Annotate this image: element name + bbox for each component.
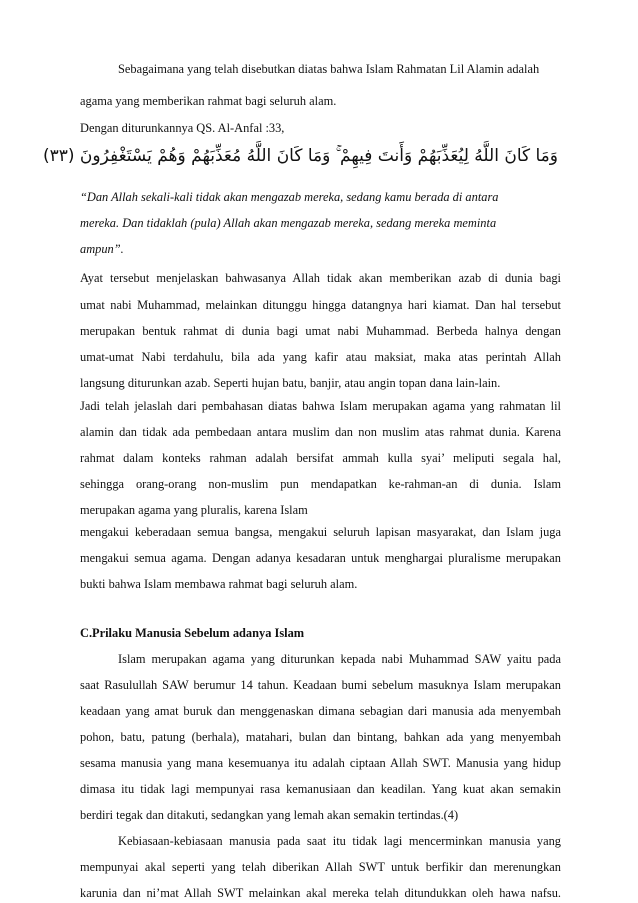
section-line: Islam merupakan agama yang diturunkan kepada nabi Muhammad SAW yaitu pada xyxy=(118,652,561,666)
paragraph-line: sehingga orang-orang non-muslim pun mendapatkan ke-rahman-an di dunia. Islam xyxy=(80,477,561,491)
paragraph-line: Jadi telah jelaslah dari pembahasan diatas bahwa Islam merupakan agama yang rahmatan lil xyxy=(80,399,561,413)
paragraph-line: mengakui keberadaan semua bangsa, mengakui seluruh lapisan masyarakat, dan Islam juga xyxy=(80,525,561,539)
section-line: sesama manusia yang mana kesemuanya itu adalah ciptaan Allah SWT. Manusia yang hidup xyxy=(80,756,561,770)
translation-line: “Dan Allah sekali-kali tidak akan mengazab mereka, sedang kamu berada di antara xyxy=(80,190,499,204)
arabic-verse: وَمَا كَانَ اللَّهُ لِيُعَذِّبَهُمْ وَأَنتَ فِيهِمْ ۚ وَمَا كَانَ اللَّهُ مُعَذِّبَهُمْ وَهُمْ يَسْتَغْفِرُونَ (٣٣) xyxy=(42,146,558,166)
intro-line: agama yang memberikan rahmat bagi seluruh alam. xyxy=(80,94,337,108)
paragraph-line: rahmat dalam konteks rahman adalah bersifat ammah kulla syai’ meliputi segala hal, xyxy=(80,451,561,465)
paragraph-line: merupakan agama yang pluralis, karena Islam xyxy=(80,503,308,517)
paragraph-line: bukti bahwa Islam membawa rahmat bagi seluruh alam. xyxy=(80,577,358,591)
intro-line: Sebagaimana yang telah disebutkan diatas bahwa Islam Rahmatan Lil Alamin adalah xyxy=(118,62,540,76)
paragraph-line: alamin dan tidak ada pembedaan antara muslim dan non muslim atas rahmat dunia. Karena xyxy=(80,425,561,439)
paragraph-line: Ayat tersebut menjelaskan bahwasanya Allah tidak akan memberikan azab di dunia bagi xyxy=(80,271,561,285)
section-line: karunia dan ni’mat Allah SWT melainkan akal mereka telah ditundukkan oleh hawa nafsu. xyxy=(80,886,561,900)
translation-line: ampun”. xyxy=(80,242,124,256)
paragraph-line: langsung diturunkan azab. Seperti hujan batu, banjir, atau angin topan dana lain-lain. xyxy=(80,376,501,390)
paragraph-line: umat nabi Muhammad, melainkan ditunggu hingga datangnya hari kiamat. Dan hal tersebut xyxy=(80,298,561,312)
section-line: mempunyai akal seperti yang telah diberikan Allah SWT untuk berfikir dan merenungkan xyxy=(80,860,561,874)
section-heading: C.Prilaku Manusia Sebelum adanya Islam xyxy=(80,626,305,640)
paragraph-line: umat-umat Nabi terdahulu, bila ada yang kafir atau maksiat, maka atas perintah Allah xyxy=(80,350,561,364)
paragraph-line: mengakui semua agama. Dengan adanya kesadaran untuk menghargai pluralisme merupakan xyxy=(80,551,561,565)
section-line: saat Rasulullah SAW berumur 14 tahun. Keadaan bumi sebelum masuknya Islam merupakan xyxy=(80,678,561,692)
section-line: dimasa itu tidak lagi mempunyai rasa kemanusiaan dan keadilan. Yang kuat akan semakin xyxy=(80,782,561,796)
section-line: Kebiasaan-kebiasaan manusia pada saat itu tidak lagi mencerminkan manusia yang xyxy=(118,834,561,848)
translation-line: mereka. Dan tidaklah (pula) Allah akan mengazab mereka, sedang mereka meminta xyxy=(80,216,497,230)
section-line: pohon, batu, patung (berhala), matahari, bulan dan bintang, bahkan ada yang menyembah xyxy=(80,730,561,744)
paragraph-line: merupakan bentuk rahmat di dunia bagi umat nabi Muhammad. Berbeda halnya dengan xyxy=(80,324,561,338)
intro-line: Dengan diturunkannya QS. Al-Anfal :33, xyxy=(80,121,285,135)
section-line: keadaan yang amat buruk dan menggenaskan dimana sebagian dari manusia ada menyembah xyxy=(80,704,561,718)
section-line: berdiri tegak dan ditakuti, sedangkan yang lemah akan semakin tertindas.(4) xyxy=(80,808,459,822)
